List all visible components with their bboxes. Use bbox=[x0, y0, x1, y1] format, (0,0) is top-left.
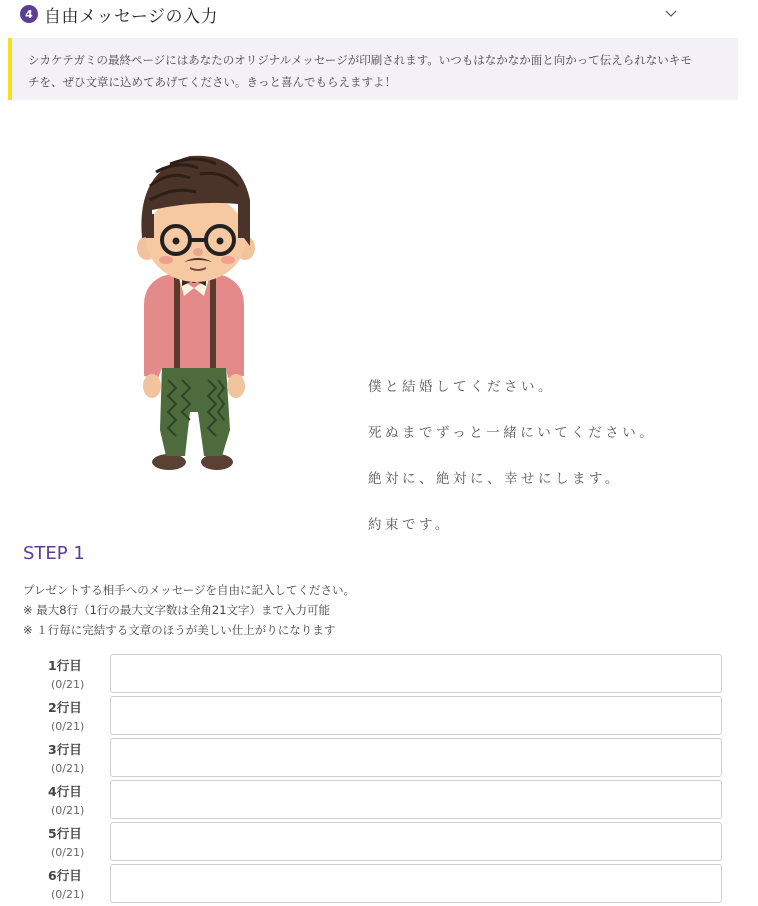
message-line-4-input[interactable] bbox=[110, 780, 722, 819]
char-count: (0/21) bbox=[51, 762, 85, 775]
message-row-4 bbox=[0, 780, 758, 822]
char-count: (0/21) bbox=[51, 888, 85, 901]
message-line-1-input[interactable] bbox=[110, 654, 722, 693]
message-row-6 bbox=[0, 864, 758, 906]
sample-illustration bbox=[0, 130, 758, 533]
notice-line-1: シカケテガミの最終ページにはあなたのオリジナルメッセージが印刷されます。いつもはなかなか面と向かって伝えられないキモ bbox=[28, 53, 692, 67]
section-title: 自由メッセージの入力 bbox=[44, 6, 218, 27]
message-row-3 bbox=[0, 738, 758, 780]
step-title: STEP 1 bbox=[23, 543, 85, 564]
row-label: 3行目 bbox=[48, 742, 82, 757]
char-count: (0/21) bbox=[51, 804, 85, 817]
message-row-2 bbox=[0, 696, 758, 738]
chevron-down-icon[interactable] bbox=[664, 6, 678, 20]
char-count: (0/21) bbox=[51, 678, 85, 691]
notice-box bbox=[8, 38, 738, 100]
step-instructions bbox=[23, 580, 355, 640]
message-row-5 bbox=[0, 822, 758, 864]
sample-message bbox=[368, 375, 656, 559]
row-label: 2行目 bbox=[48, 700, 82, 715]
char-count: (0/21) bbox=[51, 846, 85, 859]
row-label: 5行目 bbox=[48, 826, 82, 841]
notice-line-2: チを、ぜひ文章に込めてあげてください。きっと喜んでもらえますよ！ bbox=[28, 75, 396, 89]
section-header[interactable] bbox=[20, 0, 738, 28]
sample-message-line-1: 僕と結婚してください。 bbox=[368, 379, 555, 395]
message-row-1 bbox=[0, 654, 758, 696]
instruction-line-1: プレゼントする相手へのメッセージを自由に記入してください。 bbox=[23, 583, 356, 597]
message-line-3-input[interactable] bbox=[110, 738, 722, 777]
message-line-2-input[interactable] bbox=[110, 696, 722, 735]
sample-message-line-4: 約束です。 bbox=[368, 517, 452, 533]
sample-message-line-2: 死ぬまでずっと一緒にいてください。 bbox=[368, 425, 657, 441]
sample-message-line-3: 絶対に、絶対に、幸せにします。 bbox=[368, 471, 622, 487]
instruction-line-2: ※ 最大8行（1行の最大文字数は全角21文字）まで入力可能 bbox=[23, 603, 331, 617]
message-line-6-input[interactable] bbox=[110, 864, 722, 903]
row-label: 1行目 bbox=[48, 658, 82, 673]
row-label: 4行目 bbox=[48, 784, 82, 799]
row-label: 6行目 bbox=[48, 868, 82, 883]
message-line-5-input[interactable] bbox=[110, 822, 722, 861]
instruction-line-3: ※ １行毎に完結する文章のほうが美しい仕上がりになります bbox=[23, 623, 336, 637]
step-number-badge: 4 bbox=[20, 5, 38, 23]
char-count: (0/21) bbox=[51, 720, 85, 733]
